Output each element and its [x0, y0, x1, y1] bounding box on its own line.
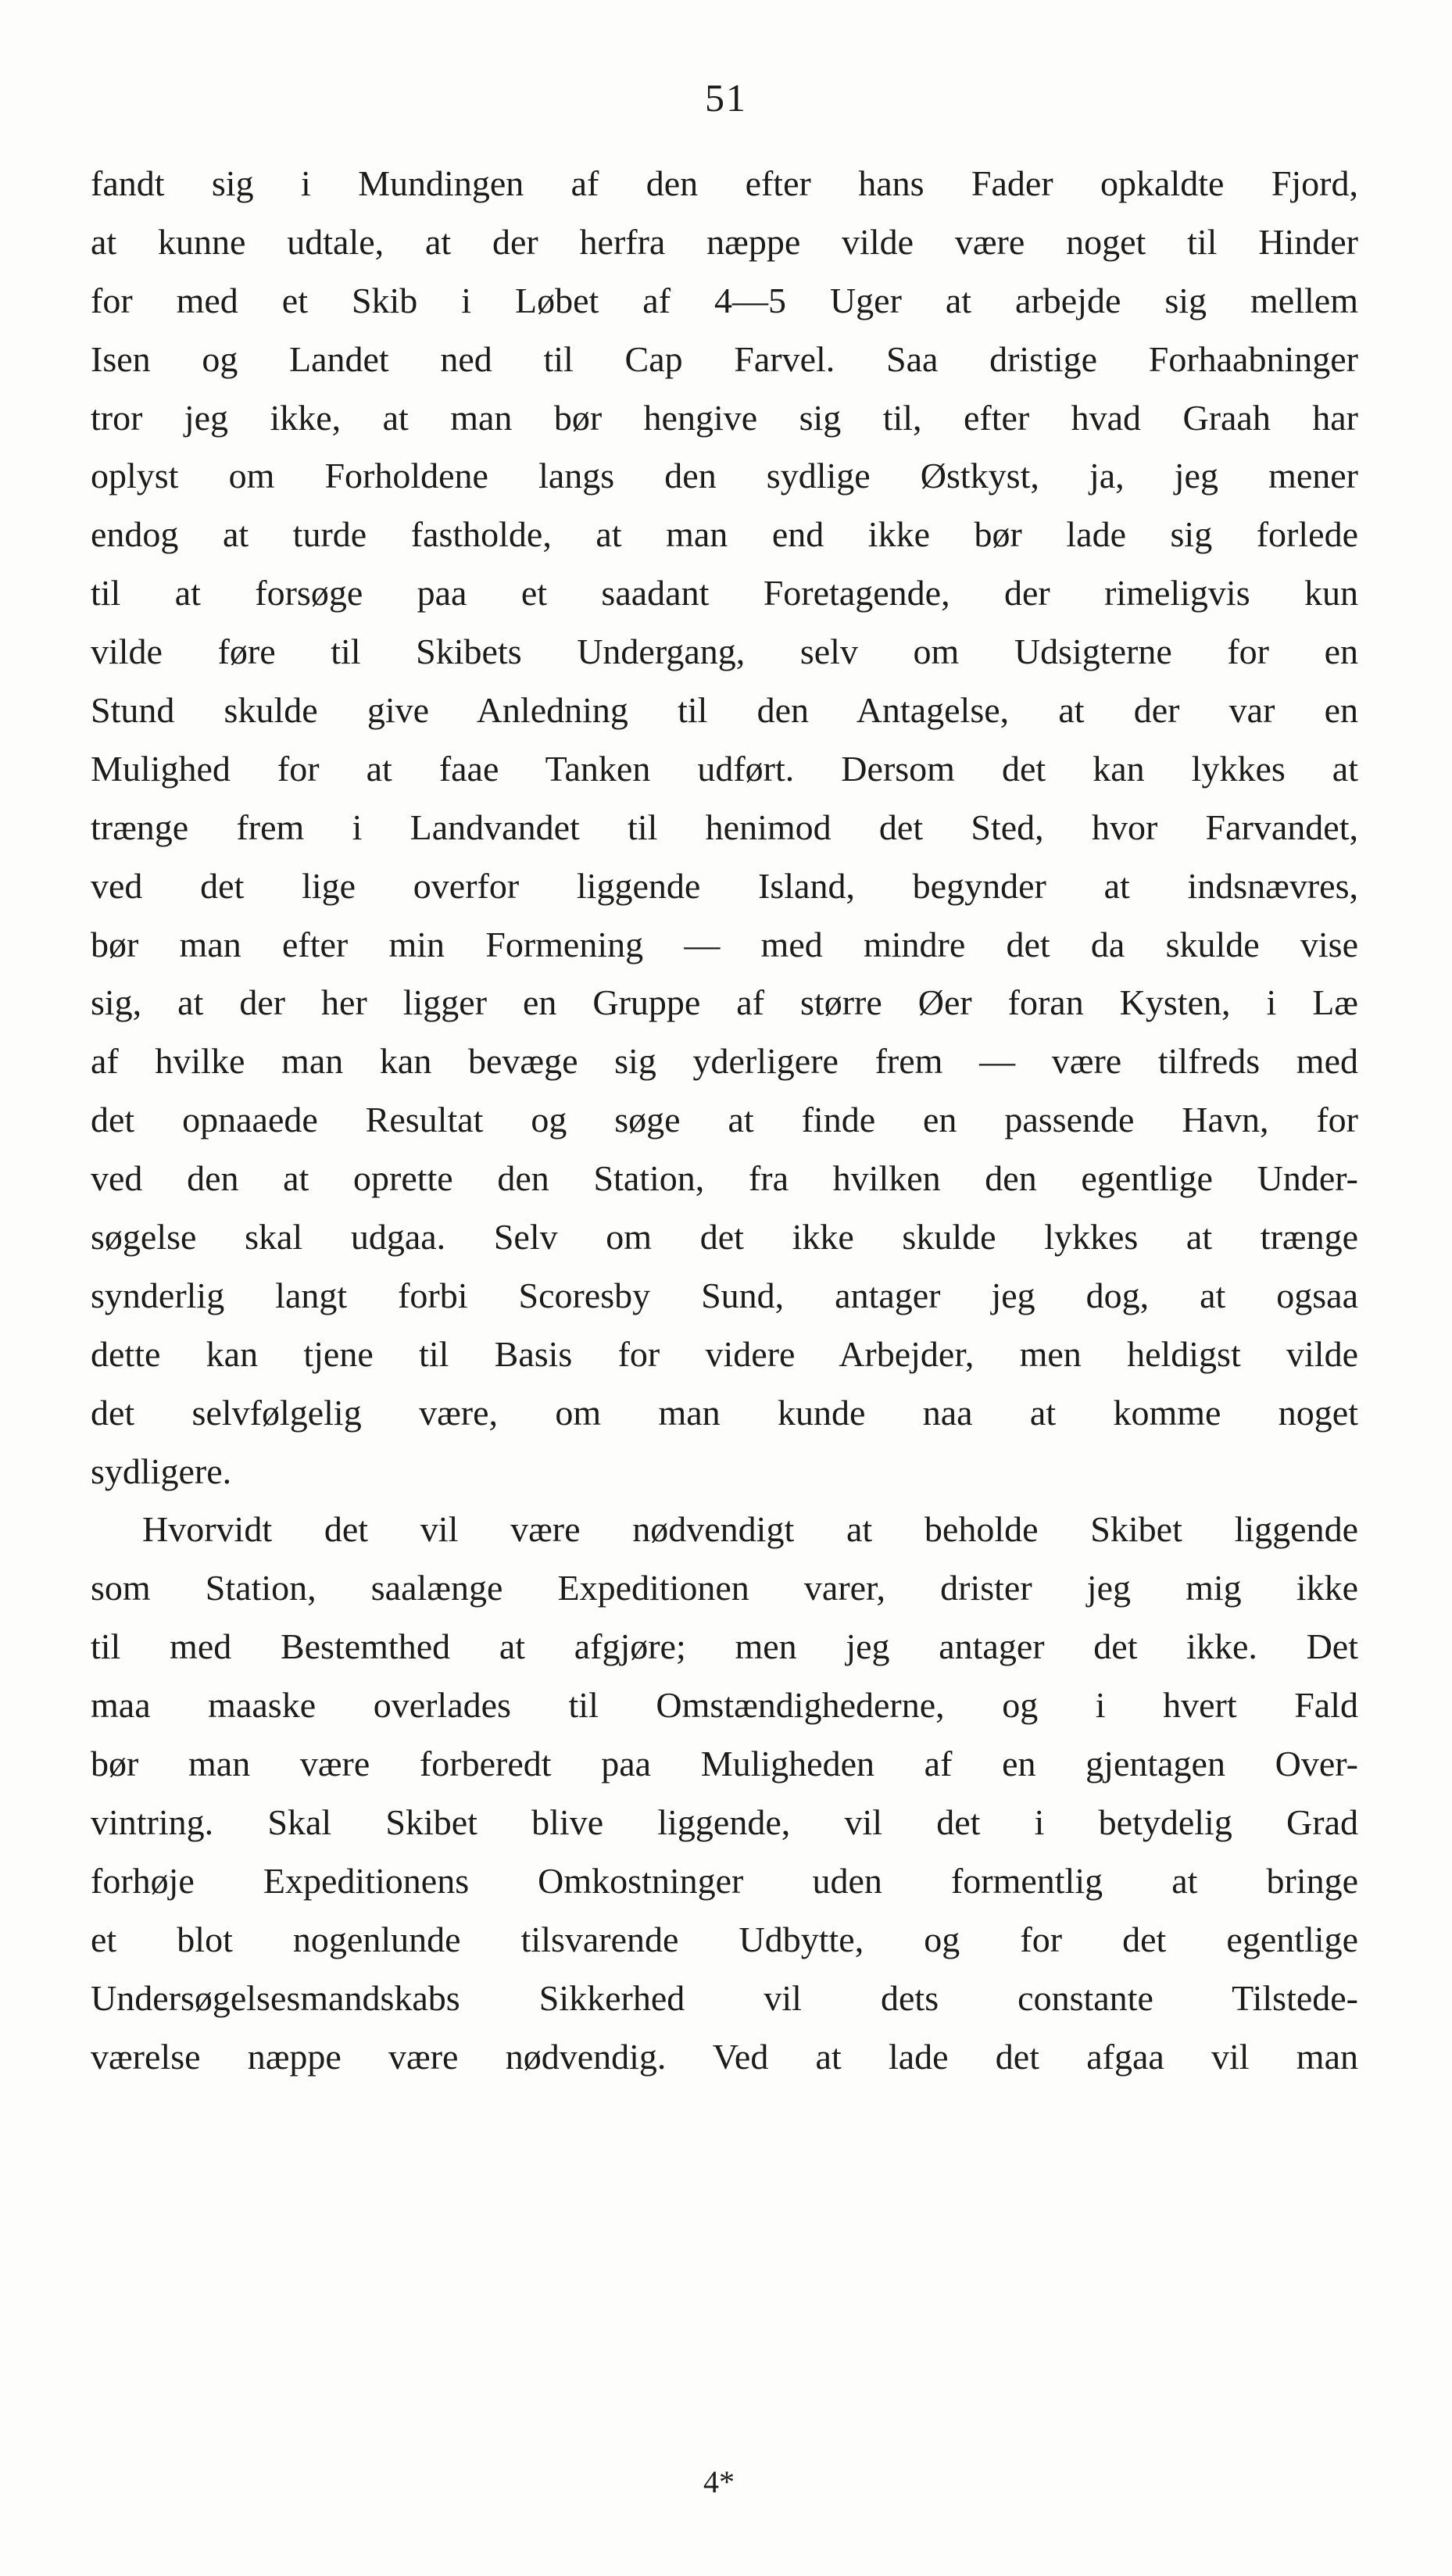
text-line: Stund skulde give Anledning til den Antagelse, at der var en: [91, 690, 1358, 731]
text-line: Undersøgelsesmandskabs Sikkerhed vil dets constante Tilstede-: [91, 1977, 1358, 2018]
text-line: tror jeg ikke, at man bør hengive sig til, efter hvad Graah har: [91, 397, 1358, 438]
text-line: det opnaaede Resultat og søge at finde en passende Havn, for: [91, 1100, 1358, 1140]
text-line: fandt sig i Mundingen af den efter hans Fader opkaldte Fjord,: [91, 163, 1358, 203]
text-line: Hvorvidt det vil være nødvendigt at beholde Skibet liggende: [142, 1509, 1358, 1550]
text-line: til at forsøge paa et saadant Foretagende, der rimeligvis kun: [91, 573, 1358, 614]
text-line: for med et Skib i Løbet af 4—5 Uger at arbejde sig mellem: [91, 280, 1358, 320]
text-line: Isen og Landet ned til Cap Farvel. Saa dristige Forhaabninger: [91, 338, 1358, 379]
paragraph-1: [91, 155, 1358, 1501]
text-line: bør man være forberedt paa Muligheden af en gjentagen Over-: [91, 1744, 1358, 1784]
text-line: til med Bestemthed at afgjøre; men jeg antager det ikke. Det: [91, 1626, 1358, 1667]
text-line: endog at turde fastholde, at man end ikke bør lade sig forlede: [91, 514, 1358, 555]
text-line: ved det lige overfor liggende Island, begynder at indsnævres,: [91, 865, 1358, 906]
text-line: bør man efter min Formening — med mindre det da skulde vise: [91, 924, 1358, 964]
text-line: som Station, saalænge Expeditionen varer, drister jeg mig ikke: [91, 1568, 1358, 1608]
text-line: af hvilke man kan bevæge sig yderligere frem — være tilfreds med: [91, 1041, 1358, 1082]
text-line: trænge frem i Landvandet til henimod det Sted, hvor Farvandet,: [91, 807, 1358, 847]
text-line: værelse næppe være nødvendig. Ved at lade det afgaa vil man: [91, 2036, 1358, 2077]
signature-mark: 4*: [703, 2464, 735, 2499]
text-line: vintring. Skal Skibet blive liggende, vil det i betydelig Grad: [91, 1801, 1358, 1842]
text-line: det selvfølgelig være, om man kunde naa at komme noget: [91, 1392, 1358, 1433]
page-number: 51: [705, 76, 747, 120]
text-line: sydligere.: [91, 1451, 232, 1491]
body-text: [91, 155, 1358, 2086]
paragraph-2: [91, 1501, 1358, 2086]
text-line: forhøje Expeditionens Omkostninger uden formentlig at bringe: [91, 1860, 1358, 1901]
text-line: oplyst om Forholdene langs den sydlige Østkyst, ja, jeg mener: [91, 456, 1358, 496]
text-line: ved den at oprette den Station, fra hvilken den egentlige Under-: [91, 1158, 1358, 1199]
text-line: maa maaske overlades til Omstændighederne, og i hvert Fald: [91, 1685, 1358, 1726]
text-line: dette kan tjene til Basis for videre Arbejder, men heldigst vilde: [91, 1333, 1358, 1374]
text-line: synderlig langt forbi Scoresby Sund, antager jeg dog, at ogsaa: [91, 1275, 1358, 1315]
text-line: vilde føre til Skibets Undergang, selv om Udsigterne for en: [91, 631, 1358, 672]
text-line: et blot nogenlunde tilsvarende Udbytte, og for det egentlige: [91, 1919, 1358, 1959]
text-line: søgelse skal udgaa. Selv om det ikke skulde lykkes at trænge: [91, 1217, 1358, 1258]
text-line: sig, at der her ligger en Gruppe af større Øer foran Kysten, i Læ: [91, 982, 1358, 1023]
text-line: Mulighed for at faae Tanken udført. Dersom det kan lykkes at: [91, 748, 1358, 789]
text-line: at kunne udtale, at der herfra næppe vilde være noget til Hinder: [91, 221, 1358, 262]
